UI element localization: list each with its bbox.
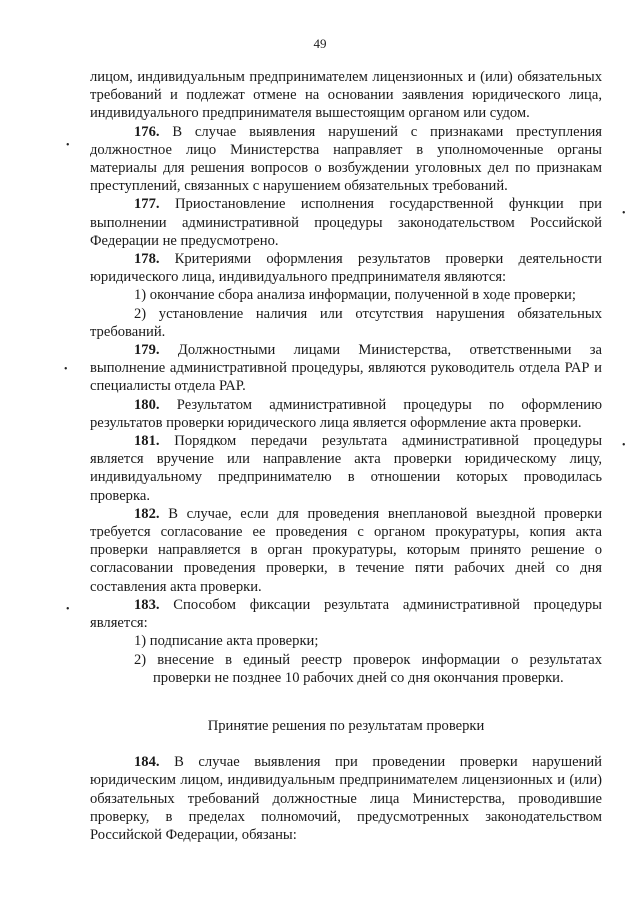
paragraph-text: Результатом административной процедуры по оформлению результатов проверки юридического лица является оформление акта проверки. bbox=[90, 396, 602, 431]
paragraph-178 bbox=[90, 250, 602, 286]
list-item-183-1: 1) подписание акта проверки; bbox=[134, 633, 319, 650]
paragraph-176 bbox=[90, 123, 602, 196]
item-number: 182. bbox=[134, 505, 160, 522]
list-item-178-2: 2) установление наличия или отсутствия нарушения обязательных требований. bbox=[90, 305, 602, 340]
page-number: 49 bbox=[313, 36, 327, 51]
item-number: 178. bbox=[134, 251, 160, 268]
scan-speck: • bbox=[64, 364, 68, 375]
paragraph-183 bbox=[90, 596, 602, 632]
item-number: 179. bbox=[134, 342, 160, 359]
scan-speck: • bbox=[622, 440, 626, 451]
paragraph-180 bbox=[90, 396, 602, 432]
paragraph-text: Порядком передачи результата административной процедуры является вручение или направление акта проверки юридическому лицу, индивидуальному предпринимателю в отношении которых проводилась проверка. bbox=[90, 433, 602, 504]
item-number: 180. bbox=[134, 396, 160, 413]
item-number: 176. bbox=[134, 123, 160, 140]
paragraph-text: Способом фиксации результата административной процедуры является: bbox=[90, 596, 602, 632]
paragraph-184 bbox=[90, 753, 602, 844]
paragraph-181 bbox=[90, 432, 602, 505]
list-item-183-2: 2) внесение в единый реестр проверок информации о результатах проверки не позднее 10 рабочих дней со дня окончания проверки. bbox=[134, 651, 602, 686]
paragraph-177 bbox=[90, 195, 602, 250]
document-body bbox=[90, 68, 602, 844]
paragraph-text: Критериями оформления результатов проверки деятельности юридического лица, индивидуального предпринимателя являются: bbox=[90, 251, 602, 286]
paragraph-text: В случае выявления при проведении проверки нарушений юридическим лицом, индивидуальным предпринимателем лицензионных и (или) обязательных требований должностные лица Министерства, проводившие проверку, в пределах полномочий, предусмотренных законодательством Российской Федерации, обязаны: bbox=[90, 754, 602, 843]
item-number: 183. bbox=[134, 596, 160, 613]
paragraph-179 bbox=[90, 341, 602, 396]
section-heading: Принятие решения по результатам проверки bbox=[207, 717, 485, 734]
item-number: 177. bbox=[134, 196, 160, 213]
scan-speck: • bbox=[622, 208, 626, 219]
paragraph-continuation: лицом, индивидуальным предпринимателем лицензионных и (или) обязательных требований и подлежат отмене на основании заявления юридического лица, индивидуального предпринимателя вышестоящим органом или судом. bbox=[90, 69, 602, 122]
scan-speck: • bbox=[66, 140, 70, 151]
item-number: 184. bbox=[134, 754, 160, 771]
paragraph-text: В случае выявления нарушений с признаками преступления должностное лицо Министерства направляет в уполномоченные органы материалы для решения вопросов о возбуждении уголовных дел по признакам преступлений, связанных с нарушением обязательных требований. bbox=[90, 123, 602, 195]
item-number: 181. bbox=[134, 433, 160, 450]
paragraph-text: Приостановление исполнения государственной функции при выполнении административной процедуры законодательством Российской Федерации не предусмотрено. bbox=[90, 196, 602, 249]
paragraph-182 bbox=[90, 505, 602, 596]
paragraph-text: Должностными лицами Министерства, ответственными за выполнение административной процедуры, являются руководитель отдела РАР и специалисты отдела РАР. bbox=[90, 342, 602, 395]
list-item-178-1: 1) окончание сбора анализа информации, полученной в ходе проверки; bbox=[134, 287, 576, 304]
paragraph-text: В случае, если для проведения внеплановой выездной проверки требуется согласование ее проведения с органом прокуратуры, копия акта проверки направляется в орган прокуратуры, которым принято решение о согласовании проведения проверки, в течение пяти рабочих дней со дня составления акта проверки. bbox=[90, 505, 602, 595]
scan-speck: • bbox=[66, 604, 70, 615]
